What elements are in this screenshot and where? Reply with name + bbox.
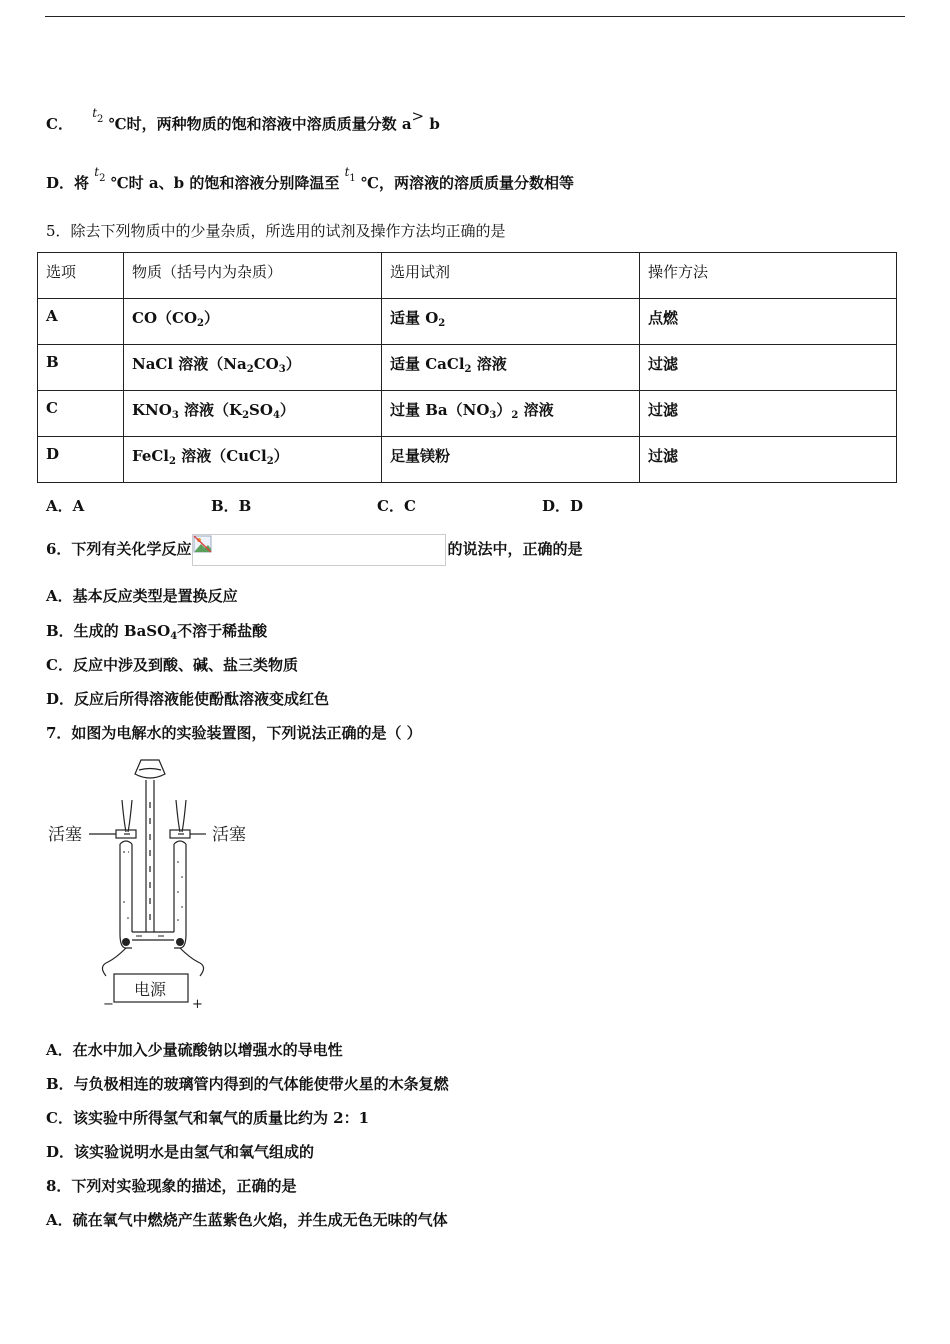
q4-option-d: D．将 $^{t2}$ ℃时 a、b 的饱和溶液分别降温至 $^{t1}$ ℃，两溶液的溶质质量分数相等 [46, 165, 574, 192]
q7-option-b[interactable]: B．与负极相连的玻璃管内得到的气体能使带火星的木条复燃 [46, 1075, 449, 1093]
table-row [38, 391, 897, 437]
negative-terminal-label: − [103, 997, 114, 1012]
broken-image-icon [193, 535, 213, 553]
header-rule [45, 16, 905, 17]
q8-option-a[interactable]: A．硫在氧气中燃烧产生蓝紫色火焰，并生成无色无味的气体 [46, 1211, 448, 1229]
q6-stem: 6．下列有关化学反应 的说法中，正确的是 [46, 534, 582, 566]
table-cell-method: 过滤 [640, 391, 897, 437]
table-cell-option: D [38, 437, 124, 483]
table-row [38, 345, 897, 391]
table-row [38, 437, 897, 483]
table-cell-method: 过滤 [640, 437, 897, 483]
table-header-row [38, 253, 897, 299]
q8-stem: 8．下列对实验现象的描述，正确的是 [46, 1177, 297, 1195]
table-header-cell: 物质（括号内为杂质） [124, 253, 382, 299]
q7-option-a[interactable]: A．在水中加入少量硫酸钠以增强水的导电性 [46, 1041, 343, 1059]
choice-b[interactable]: B．B [211, 497, 252, 515]
table-row [38, 299, 897, 345]
table-cell-method: 过滤 [640, 345, 897, 391]
q4-option-c: C． $^{t2}$ ℃时，两种物质的饱和溶液中溶质质量分数 a> b [46, 106, 440, 133]
q6-option-d[interactable]: D．反应后所得溶液能使酚酞溶液变成红色 [46, 690, 330, 708]
table-cell-substance: FeCl$_2$ 溶液（CuCl$_2$） [124, 437, 382, 483]
table-cell-method: 点燃 [640, 299, 897, 345]
table-cell-reagent: 过量 $Ba(NO_3)_2$ 溶液 [382, 391, 640, 437]
table-header-cell: 选用试剂 [382, 253, 640, 299]
q7-option-c[interactable]: C．该实验中所得氢气和氧气的质量比约为 2：1 [46, 1109, 370, 1127]
q6-option-a[interactable]: A．基本反应类型是置换反应 [46, 587, 238, 605]
power-supply-label: 电源 [134, 980, 167, 999]
table-cell-substance: $KNO_3$ 溶液$(K_2SO_4)$ [124, 391, 382, 437]
q6-option-c[interactable]: C．反应中涉及到酸、碱、盐三类物质 [46, 656, 298, 674]
table-header-cell: 选项 [38, 253, 124, 299]
table-cell-reagent: 适量 $O_2$ [382, 299, 640, 345]
q5-stem: 5．除去下列物质中的少量杂质，所选用的试剂及操作方法均正确的是 [46, 222, 506, 240]
choice-a[interactable]: A．A [46, 497, 85, 515]
electrolysis-apparatus-diagram [46, 752, 266, 1012]
q6-option-b[interactable]: B．生成的 BaSO$_4$不溶于稀盐酸 [46, 622, 268, 642]
table-cell-substance: $CO(CO_2)$ [124, 299, 382, 345]
table-cell-reagent: 适量 CaCl$_2$ 溶液 [382, 345, 640, 391]
choice-d[interactable]: D．D [542, 497, 584, 515]
valve-label-left: 活塞 [48, 825, 82, 845]
table-cell-option: A [38, 299, 124, 345]
table-cell-option: C [38, 391, 124, 437]
table-cell-reagent: 足量镁粉 [382, 437, 640, 483]
q7-option-d[interactable]: D．该实验说明水是由氢气和氧气组成的 [46, 1143, 315, 1161]
positive-terminal-label: + [192, 997, 203, 1012]
table-cell-substance: NaCl 溶液$(Na_2CO_3)$ [124, 345, 382, 391]
valve-label-right: 活塞 [212, 825, 246, 845]
table-header-cell: 操作方法 [640, 253, 897, 299]
table-cell-option: B [38, 345, 124, 391]
choice-c[interactable]: C．C [377, 497, 416, 515]
q7-stem: 7．如图为电解水的实验装置图，下列说法正确的是（ ） [46, 724, 422, 742]
broken-image-placeholder [192, 534, 446, 566]
q5-table [37, 252, 897, 483]
